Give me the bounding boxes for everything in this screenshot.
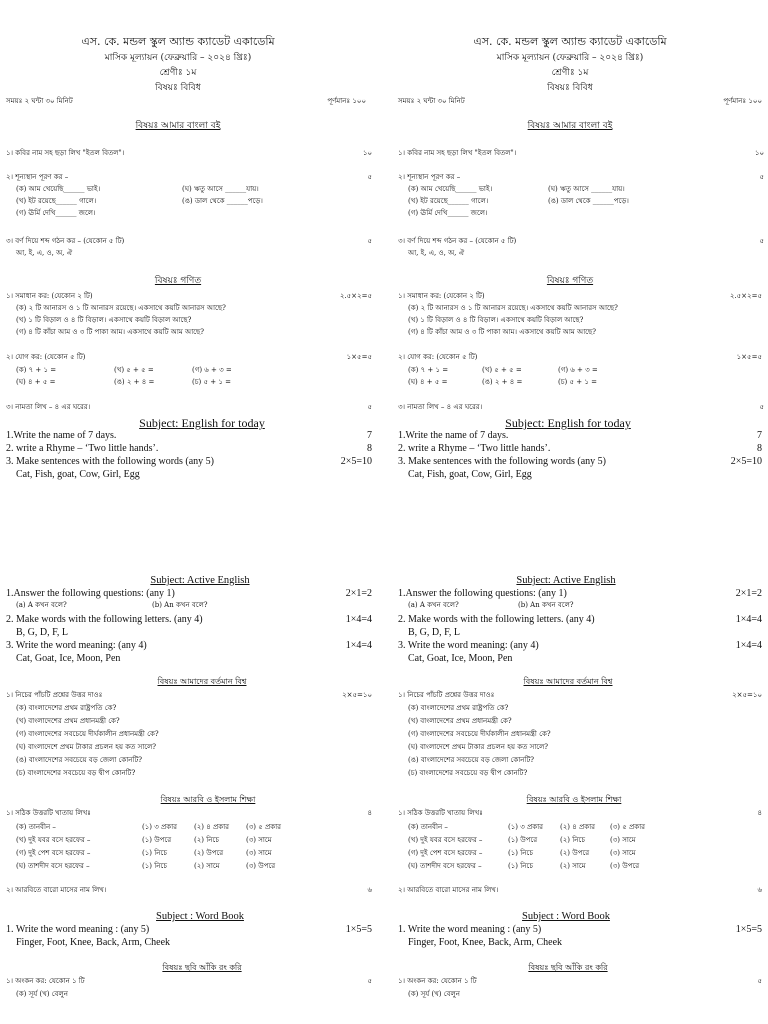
active-english-title: Subject: Active English (516, 575, 616, 586)
bangla-q3-letters: আ, ই, এ, ও, অ, ঐ (16, 249, 73, 257)
active-english-q3-words: Cat, Goat, Ice, Moon, Pen (408, 653, 513, 664)
bangla-q2-d: (ঘ) ঋতু আসে ______যায়। (182, 185, 259, 193)
question-paper-left (6, 0, 378, 1024)
arabic-r1-question: (ক) তানবীন – (408, 823, 448, 831)
world-title: বিষয়ঃ আমাদের বর্তমান বিশ্ব (157, 677, 247, 686)
world-q1-d: (ঘ) বাংলাদেশে প্রথম টাকার প্রচলন হয় কত সালে? (408, 743, 549, 751)
arabic-r4-option-1: (১) নিচে (508, 862, 534, 870)
arabic-r2-option-1: (১) উপরে (142, 836, 172, 844)
active-english-q1: 1.Answer the following questions: (any 1) (6, 588, 175, 599)
active-english-q2-marks: 1×4=4 (735, 614, 762, 625)
arabic-q1: ১। সঠিক উত্তরটি খাতায় লিখঃ (398, 809, 483, 817)
arabic-r2-question: (খ) দুই যবর বসে হরফের – (16, 836, 91, 844)
class-label: শ্রেণীঃ ১ম (551, 68, 589, 78)
drawing-q1-options: (ক) সূর্য (খ) বেলুন (16, 990, 68, 998)
math-q2-e: (ঙ) ২ + ৪ = (482, 378, 523, 386)
math-q3: ৩। নামতা লিখ – ৪ এর ঘরের। (6, 403, 91, 411)
class-label: শ্রেণীঃ ১ম (159, 68, 197, 78)
active-english-q3: 3. Write the word meaning: (any 4) (398, 640, 539, 651)
english-q3: 3. Make sentences with the following words (any 5) (6, 456, 215, 467)
word-book-q1-marks: 1×5=5 (345, 924, 372, 935)
english-q3: 3. Make sentences with the following words (any 5) (398, 456, 607, 467)
arabic-q2: ২। আরবিতে বারো মাসের নাম লিখ। (398, 886, 499, 894)
arabic-r3-option-1: (১) নিচে (142, 849, 168, 857)
math-q1-marks: ২.৫×২=৫ (339, 292, 372, 300)
arabic-r4-option-2: (২) সামে (560, 862, 586, 870)
bangla-q3-marks: ৫ (367, 237, 372, 245)
drawing-q1: ১। অংকন কর: যেকোন ১ টি (6, 977, 85, 985)
math-title: বিষয়ঃ গণিত (546, 276, 594, 286)
math-q2: ২। যোগ কর: (যেকোন ৫ টি) (6, 353, 86, 361)
arabic-q2-marks: ৬ (757, 886, 762, 894)
arabic-r2-option-3: (৩) সামে (610, 836, 636, 844)
arabic-r2-option-2: (২) নিচে (560, 836, 586, 844)
bangla-q2-e: (ঙ) ডাল থেকে ______পড়ে। (548, 197, 629, 205)
time-label: সময়ঃ ২ ঘন্টা ৩০ মিনিট (398, 97, 465, 105)
bangla-q2-b: (খ) ইট রয়েছে______ গালে। (408, 197, 489, 205)
bangla-q2-d: (ঘ) ঋতু আসে ______যায়। (548, 185, 625, 193)
drawing-q1-marks: ৫ (757, 977, 762, 985)
english-q3-words: Cat, Fish, goat, Cow, Girl, Egg (16, 469, 140, 480)
subject-label: বিষয়ঃ বিবিধ (547, 83, 593, 93)
full-marks: পূর্ণমানঃ ১০০ (723, 97, 762, 105)
english-q1: 1.Write the name of 7 days. (398, 430, 509, 441)
drawing-q1: ১। অংকন কর: যেকোন ১ টি (398, 977, 477, 985)
math-q1-marks: ২.৫×২=৫ (729, 292, 762, 300)
world-q1: ১। নিচের পাঁচটি প্রশ্নের উত্তর দাওঃ (398, 691, 495, 699)
question-paper-right (398, 0, 768, 1024)
arabic-r1-option-1: (১) ৩ প্রকার (508, 823, 544, 831)
math-q2-d: (ঘ) ৪ + ৫ = (408, 378, 448, 386)
math-q3-marks: ৫ (759, 403, 764, 411)
bangla-q3-letters: আ, ই, এ, ও, অ, ঐ (408, 249, 465, 257)
drawing-title: বিষয়ঃ ছবি আঁকি রং করি (528, 963, 608, 972)
bangla-q2-e: (ঙ) ডাল থেকে ______পড়ে। (182, 197, 263, 205)
active-english-q2-letters: B, G, D, F, L (16, 627, 68, 638)
math-q2-b: (খ) ৫ + ৫ = (114, 366, 154, 374)
active-english-q3-marks: 1×4=4 (345, 640, 372, 651)
english-q2: 2. write a Rhyme – ‘Two little hands’. (398, 443, 551, 454)
arabic-q1-marks: ৪ (367, 809, 372, 817)
math-q2-a: (ক) ৭ + ১ = (16, 366, 57, 374)
math-q1: ১। সমাধান কর: (যেকোন ২ টি) (398, 292, 485, 300)
bangla-title: বিষয়ঃ আমার বাংলা বই (135, 121, 221, 131)
english-q3-marks: 2×5=10 (730, 456, 762, 467)
world-q1-a: (ক) বাংলাদেশের প্রথম রাষ্ট্রপতি কে? (408, 704, 509, 712)
bangla-q1: ১। কবির নাম সহ ছড়া লিখ "ইতল বিতল"। (398, 149, 517, 157)
math-q2-b: (খ) ৫ + ৫ = (482, 366, 522, 374)
english-q3-words: Cat, Fish, goat, Cow, Girl, Egg (408, 469, 532, 480)
bangla-q2: ২। শূন্যস্থান পূরণ কর – (6, 173, 69, 181)
active-english-q1-a: (a) A কখন বলে? (16, 601, 67, 609)
arabic-r4-question: (ঘ) তাশদীদ বসে হরফের – (16, 862, 90, 870)
time-label: সময়ঃ ২ ঘন্টা ৩০ মিনিট (6, 97, 73, 105)
active-english-q3-words: Cat, Goat, Ice, Moon, Pen (16, 653, 121, 664)
english-q2: 2. write a Rhyme – ‘Two little hands’. (6, 443, 159, 454)
arabic-r1-option-2: (২) ৪ প্রকার (560, 823, 596, 831)
word-book-q1: 1. Write the word meaning : (any 5) (398, 924, 542, 935)
english-q2-marks: 8 (757, 443, 762, 454)
english-title: Subject: English for today (139, 416, 265, 430)
arabic-r3-option-3: (৩) সামে (610, 849, 636, 857)
active-english-q1: 1.Answer the following questions: (any 1) (398, 588, 567, 599)
math-q2: ২। যোগ কর: (যেকোন ৫ টি) (398, 353, 478, 361)
bangla-q1: ১। কবির নাম সহ ছড়া লিখ "ইতল বিতল"। (6, 149, 125, 157)
math-q1-c: (গ) ৪ টি কাঁচা আম ও ৩ টি পাকা আম। একসাথে কয়টি আম আছে? (16, 328, 204, 336)
world-q1-c: (গ) বাংলাদেশের সবচেয়ে দীর্ঘকালীন প্রধানমন্ত্রী কে? (408, 730, 551, 738)
active-english-q1-b: (b) An কখন বলে? (518, 601, 574, 609)
math-q2-c: (গ) ৬ + ৩ = (558, 366, 598, 374)
arabic-r4-question: (ঘ) তাশদীদ বসে হরফের – (408, 862, 482, 870)
arabic-q2-marks: ৬ (367, 886, 372, 894)
active-english-q2-letters: B, G, D, F, L (408, 627, 460, 638)
math-q1-a: (ক) ২ টি আনারস ও ১ টি আনারস রয়েছে। একসাথে কয়টি আনারস আছে? (408, 304, 618, 312)
bangla-q2-marks: ৫ (759, 173, 764, 181)
bangla-q1-marks: ১০ (362, 149, 372, 157)
math-q1: ১। সমাধান কর: (যেকোন ২ টি) (6, 292, 93, 300)
arabic-r3-question: (গ) দুই পেশ বসে হরফের – (16, 849, 91, 857)
bangla-title: বিষয়ঃ আমার বাংলা বই (527, 121, 613, 131)
world-q1-e: (ঙ) বাংলাদেশের সবচেয়ে বড় জেলা কোনটি? (16, 756, 143, 764)
arabic-q1-marks: ৪ (757, 809, 762, 817)
arabic-r1-option-3: (৩) ৫ প্রকার (610, 823, 646, 831)
world-q1-e: (ঙ) বাংলাদেশের সবচেয়ে বড় জেলা কোনটি? (408, 756, 535, 764)
math-q2-e: (ঙ) ২ + ৪ = (114, 378, 155, 386)
math-q2-marks: ১×৫=৫ (346, 353, 372, 361)
world-q1-marks: ২×৫=১০ (732, 691, 762, 699)
world-q1-d: (ঘ) বাংলাদেশে প্রথম টাকার প্রচলন হয় কত সালে? (16, 743, 157, 751)
drawing-q1-options: (ক) সূর্য (খ) বেলুন (408, 990, 460, 998)
arabic-r2-question: (খ) দুই যবর বসে হরফের – (408, 836, 483, 844)
math-q1-a: (ক) ২ টি আনারস ও ১ টি আনারস রয়েছে। একসাথে কয়টি আনারস আছে? (16, 304, 226, 312)
world-q1-f: (চ) বাংলাদেশের সবচেয়ে বড় দ্বীপ কোনটি? (16, 769, 136, 777)
math-q1-b: (খ) ১ টি বিড়াল ও ৪ টি বিড়াল। একসাথে কয়টি বিড়াল আছে? (16, 316, 192, 324)
arabic-r4-option-3: (৩) উপরে (246, 862, 276, 870)
bangla-q2: ২। শূন্যস্থান পূরণ কর – (398, 173, 461, 181)
english-q1: 1.Write the name of 7 days. (6, 430, 117, 441)
english-q1-marks: 7 (757, 430, 762, 441)
active-english-q2-marks: 1×4=4 (345, 614, 372, 625)
arabic-r2-option-3: (৩) সামে (246, 836, 272, 844)
arabic-r1-option-1: (১) ৩ প্রকার (142, 823, 178, 831)
arabic-r4-option-1: (১) নিচে (142, 862, 168, 870)
bangla-q2-a: (ক) আম খেয়েছি______ ভাই। (16, 185, 101, 193)
world-q1: ১। নিচের পাঁচটি প্রশ্নের উত্তর দাওঃ (6, 691, 103, 699)
english-title: Subject: English for today (505, 416, 631, 430)
exam-name: মাসিক মূল্যায়ন (ফেব্রুয়ারি – ২০২৪ খ্রিঃ) (104, 53, 252, 63)
math-q3-marks: ৫ (367, 403, 372, 411)
active-english-q1-marks: 2×1=2 (735, 588, 762, 599)
math-q2-f: (চ) ৫ + ১ = (558, 378, 597, 386)
arabic-r3-question: (গ) দুই পেশ বসে হরফের – (408, 849, 483, 857)
math-q2-a: (ক) ৭ + ১ = (408, 366, 449, 374)
active-english-q3-marks: 1×4=4 (735, 640, 762, 651)
word-book-title: Subject : Word Book (522, 911, 610, 922)
arabic-title: বিষয়ঃ আরবি ও ইসলাম শিক্ষা (160, 795, 256, 804)
world-q1-b: (খ) বাংলাদেশের প্রথম প্রধানমন্ত্রী কে? (16, 717, 120, 725)
bangla-q3: ৩। বর্ণ দিয়ে শব্দ গঠন কর – (যেকোন ৫ টি) (398, 237, 517, 245)
arabic-r3-option-2: (২) উপরে (560, 849, 590, 857)
math-q2-d: (ঘ) ৪ + ৫ = (16, 378, 56, 386)
arabic-r3-option-2: (২) উপরে (194, 849, 224, 857)
world-q1-a: (ক) বাংলাদেশের প্রথম রাষ্ট্রপতি কে? (16, 704, 117, 712)
math-q1-c: (গ) ৪ টি কাঁচা আম ও ৩ টি পাকা আম। একসাথে কয়টি আম আছে? (408, 328, 596, 336)
active-english-q1-b: (b) An কখন বলে? (152, 601, 208, 609)
full-marks: পূর্ণমানঃ ১০০ (327, 97, 366, 105)
bangla-q1-marks: ১০ (754, 149, 764, 157)
exam-name: মাসিক মূল্যায়ন (ফেব্রুয়ারি – ২০২৪ খ্রিঃ) (496, 53, 644, 63)
math-title: বিষয়ঃ গণিত (154, 276, 202, 286)
math-q2-marks: ১×৫=৫ (736, 353, 762, 361)
word-book-q1-words: Finger, Foot, Knee, Back, Arm, Cheek (16, 937, 171, 948)
drawing-title: বিষয়ঃ ছবি আঁকি রং করি (162, 963, 242, 972)
bangla-q3-marks: ৫ (759, 237, 764, 245)
arabic-q1: ১। সঠিক উত্তরটি খাতায় লিখঃ (6, 809, 91, 817)
world-q1-f: (চ) বাংলাদেশের সবচেয়ে বড় দ্বীপ কোনটি? (408, 769, 528, 777)
word-book-q1-words: Finger, Foot, Knee, Back, Arm, Cheek (408, 937, 563, 948)
math-q3: ৩। নামতা লিখ – ৪ এর ঘরের। (398, 403, 483, 411)
active-english-q2: 2. Make words with the following letters. (any 4) (6, 614, 203, 625)
math-q2-c: (গ) ৬ + ৩ = (192, 366, 232, 374)
bangla-q3: ৩। বর্ণ দিয়ে শব্দ গঠন কর – (যেকোন ৫ টি) (6, 237, 125, 245)
arabic-q2: ২। আরবিতে বারো মাসের নাম লিখ। (6, 886, 107, 894)
english-q3-marks: 2×5=10 (340, 456, 372, 467)
arabic-r3-option-1: (১) নিচে (508, 849, 534, 857)
world-title: বিষয়ঃ আমাদের বর্তমান বিশ্ব (523, 677, 613, 686)
drawing-q1-marks: ৫ (367, 977, 372, 985)
bangla-q2-b: (খ) ইট রয়েছে______ গালে। (16, 197, 97, 205)
active-english-title: Subject: Active English (150, 575, 250, 586)
math-q2-f: (চ) ৫ + ১ = (192, 378, 231, 386)
active-english-q1-a: (a) A কখন বলে? (408, 601, 459, 609)
world-q1-marks: ২×৫=১০ (342, 691, 372, 699)
word-book-q1-marks: 1×5=5 (735, 924, 762, 935)
arabic-r4-option-2: (২) সামে (194, 862, 220, 870)
school-name: এস. কে. মন্ডল স্কুল অ্যান্ড ক্যাডেট একাডেমি (81, 35, 275, 48)
arabic-title: বিষয়ঃ আরবি ও ইসলাম শিক্ষা (526, 795, 622, 804)
active-english-q2: 2. Make words with the following letters. (any 4) (398, 614, 595, 625)
word-book-q1: 1. Write the word meaning : (any 5) (6, 924, 150, 935)
active-english-q3: 3. Write the word meaning: (any 4) (6, 640, 147, 651)
arabic-r3-option-3: (৩) সামে (246, 849, 272, 857)
arabic-r2-option-1: (১) উপরে (508, 836, 538, 844)
bangla-q2-marks: ৫ (367, 173, 372, 181)
bangla-q2-a: (ক) আম খেয়েছি______ ভাই। (408, 185, 493, 193)
world-q1-b: (খ) বাংলাদেশের প্রথম প্রধানমন্ত্রী কে? (408, 717, 512, 725)
english-q1-marks: 7 (367, 430, 372, 441)
arabic-r1-question: (ক) তানবীন – (16, 823, 56, 831)
math-q1-b: (খ) ১ টি বিড়াল ও ৪ টি বিড়াল। একসাথে কয়টি বিড়াল আছে? (408, 316, 584, 324)
word-book-title: Subject : Word Book (156, 911, 244, 922)
bangla-q2-c: (গ) ঊর্মি দেখি______ জলে। (16, 209, 96, 217)
arabic-r1-option-3: (৩) ৫ প্রকার (246, 823, 282, 831)
world-q1-c: (গ) বাংলাদেশের সবচেয়ে দীর্ঘকালীন প্রধানমন্ত্রী কে? (16, 730, 159, 738)
arabic-r1-option-2: (২) ৪ প্রকার (194, 823, 230, 831)
subject-label: বিষয়ঃ বিবিধ (155, 83, 201, 93)
active-english-q1-marks: 2×1=2 (345, 588, 372, 599)
bangla-q2-c: (গ) ঊর্মি দেখি______ জলে। (408, 209, 488, 217)
english-q2-marks: 8 (367, 443, 372, 454)
arabic-r4-option-3: (৩) উপরে (610, 862, 640, 870)
arabic-r2-option-2: (২) নিচে (194, 836, 220, 844)
school-name: এস. কে. মন্ডল স্কুল অ্যান্ড ক্যাডেট একাডেমি (473, 35, 667, 48)
